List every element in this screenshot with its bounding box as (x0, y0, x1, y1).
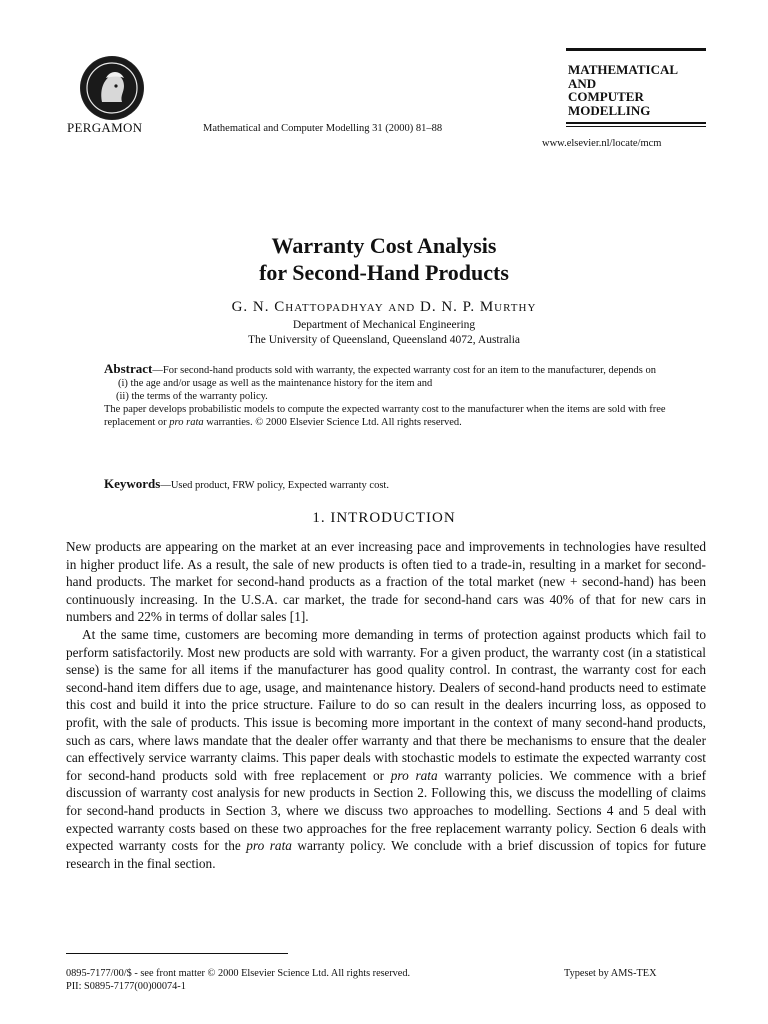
introduction-body (66, 538, 706, 872)
typeset-note: Typeset by AMS-TEX (564, 968, 657, 979)
journal-citation: Mathematical and Computer Modelling 31 (2000) 81–88 (203, 123, 443, 134)
masthead-rule-bottom (566, 122, 706, 127)
abstract-intro: For second-hand products sold with warranty, the expected warranty cost for an item to the manufacturer, depends on (162, 365, 657, 376)
paragraph: At the same time, customers are becoming more demanding in terms of protection against products which fail to perform satisfactorily. Most new products are sold with warranty. For a given product, the warranty cost (in a statistical sense) is the same for all items if the manufacturer has good quality control. In contrast, the warranty cost for each second-hand item differs due to age, usage, and maintenance history. Dealers of second-hand products need to estimate this cost and build it into the price structure. Failure to do so can result in the dealers incurring loss, as opposed to profit, with the sale of products. This issue is becoming more important in the context of many second-hand products, such as cars, where laws mandate that the dealer offer warranty and that there be mechanisms to ensure that the dealer can effectively service warranty claims. This paper deals with stochastic models to estimate the expected warranty cost for second-hand products sold with free replacement or pro rata warranty policies. We commence with a brief discussion of warranty cost analysis for new products in Section 2. Following this, we discuss the modelling of claims for second-hand products in Section 3, where we discuss two approaches to modelling. Sections 4 and 5 deal with expected warranty costs based on these two approaches for the free replacement warranty policy. Section 6 deals with expected warranty costs for the pro rata warranty policy. We conclude with a brief discussion of topics for future research in the final section. (66, 626, 707, 871)
publisher-name: PERGAMON (67, 120, 143, 135)
copyright-line: 0895-7177/00/$ - see front matter © 2000 Elsevier Science Ltd. All rights reserved. (66, 968, 411, 979)
keywords-text: Used product, FRW policy, Expected warranty cost. (170, 480, 389, 491)
paragraph: New products are appearing on the market at an ever increasing pace and improvements in technologies have resulted in higher product life. As a result, the sale of new products is often tied to a trade-in, resulting in a market for second-hand products. The market for second-hand products as a fraction of the total market (new + second-hand) has been continuously increasing. In the U.S.A. car market, the trade for second-hand cars was 40% of that for new cars in numbers and 22% in terms of dollar sales [1]. (66, 539, 706, 625)
abstract-item-2: (ii) the terms of the warranty policy. (116, 391, 268, 402)
masthead-rule-top (566, 48, 706, 51)
paper-authors: G. N. Chattopadhyay and D. N. P. Murthy (231, 299, 537, 315)
keywords-label: Keywords (104, 476, 161, 491)
abstract-body: The paper develops probabilistic models to compute the expected warranty cost to the manufacturer when the items are sold with free replacement or (104, 404, 666, 428)
pii-line: PII: S0895-7177(00)00074-1 (66, 981, 186, 992)
author-affiliation: Department of Mechanical Engineering The University of Queensland, Queensland 4072, Australia (247, 319, 521, 346)
section-heading: 1. INTRODUCTION (312, 510, 456, 526)
journal-name: MATHEMATICAL AND COMPUTER MODELLING (568, 62, 679, 118)
abstract-item-1: (i) the age and/or usage as well as the maintenance history for the item and (118, 378, 433, 389)
footer-rule (66, 953, 288, 954)
abstract: Abstract—For second-hand products sold with warranty, the expected warranty cost for an item to the manufacturer, depends on (i) the age and/or usage as well as the maintenance history for the item and (ii) the terms of the warranty policy. The paper develops probabilistic models to compute the expected warranty cost to the manufacturer when the items are sold with free replacement or pro rata warranties. © 2000 Elsevier Science Ltd. All rights reserved. (104, 362, 672, 429)
pergamon-logo-icon (80, 56, 144, 120)
keywords: Keywords—Used product, FRW policy, Expected warranty cost. (104, 476, 389, 491)
footer (66, 967, 726, 993)
abstract-label: Abstract (104, 361, 153, 376)
paper-title: Warranty Cost Analysis for Second-Hand Products (259, 233, 509, 285)
journal-masthead (566, 48, 706, 127)
journal-url[interactable]: www.elsevier.nl/locate/mcm (542, 138, 662, 149)
